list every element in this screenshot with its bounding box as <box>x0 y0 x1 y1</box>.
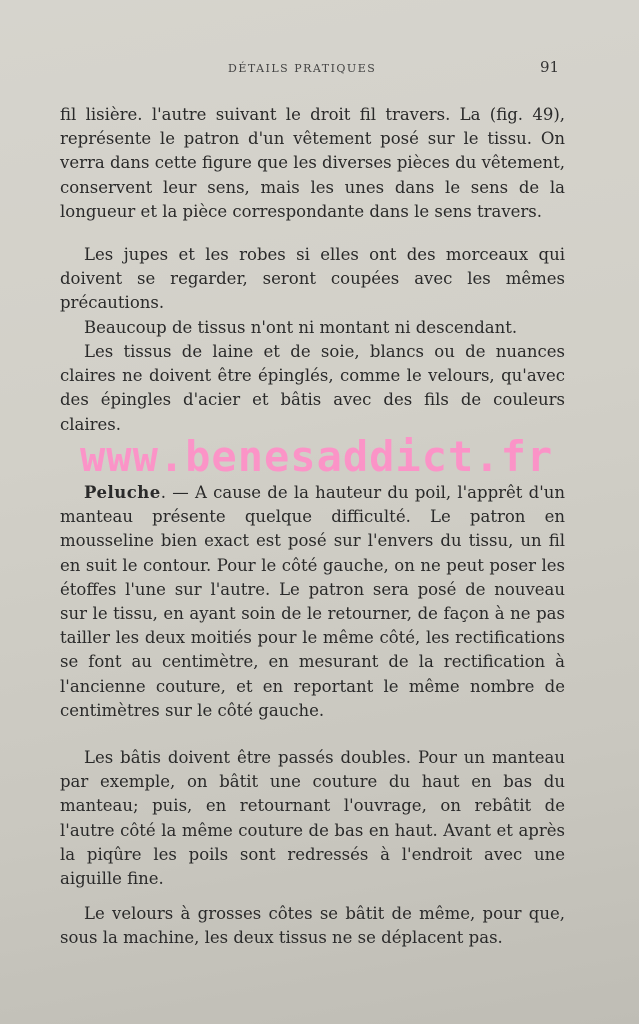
paragraph-7-text: Le velours à grosses côtes se bâtit de même, pour que, sous la machine, les deux tissus ne se déplacent pas. <box>60 904 565 948</box>
paragraph-7 <box>60 902 565 950</box>
paragraph-3-text: Beaucoup de tissus n'ont ni montant ni descendant. <box>84 318 518 337</box>
paragraph-4-text: Les tissus de laine et de soie, blancs ou de nuances claires ne doivent être épinglés, comme le velours, qu'avec des épingles d'acier et bâtis avec des fils de couleurs claires. <box>60 342 565 434</box>
paragraph-1 <box>60 103 565 224</box>
paragraph-3 <box>60 316 565 340</box>
running-title: DÉTAILS PRATIQUES <box>228 62 377 75</box>
paragraph-1-text: fil lisière. l'autre suivant le droit fil travers. La (fig. 49), représente le patron d'un vêtement posé sur le tissu. On verra dans cette figure que les diverses pièces du vêtement, conservent leur sens, mais les unes dans le sens de la longueur et la pièce correspondante dans le sens travers. <box>60 105 565 221</box>
paragraph-4 <box>60 340 565 437</box>
paragraph-5-text <box>60 481 565 723</box>
paragraph-5-body: . — A cause de la hauteur du poil, l'apprêt d'un manteau présente quelque difficulté. Le patron en mousseline bien exact est posé sur l'envers du tissu, un fil en suit le contour. Pour le côté gauche, on ne peut poser les étoffes l'une sur l'autre. Le patron sera posé de nouveau sur le tissu, en ayant soin de le retourner, de façon à ne pas tailler les deux moitiés pour le même côté, les rectifications se font au centimètre, en mesurant de la rectification à l'ancienne couture, et en reportant le même nombre de centimètres sur le côté gauche. <box>60 483 565 720</box>
paragraph-6-text: Les bâtis doivent être passés doubles. Pour un manteau par exemple, on bâtit une couture du haut en bas du manteau; puis, en retournant l'ouvrage, on rebâtit de l'autre côté la même couture de bas en haut. Avant et après la piqûre les poils sont redressés à l'endroit avec une aiguille fine. <box>60 748 565 889</box>
section-runin-title: Peluche <box>84 483 161 502</box>
paragraph-2 <box>60 243 565 316</box>
paragraph-5 <box>60 481 565 723</box>
paragraph-6 <box>60 746 565 891</box>
paragraph-2-text: Les jupes et les robes si elles ont des morceaux qui doivent se regarder, seront coupées avec les mêmes précautions. <box>60 245 565 313</box>
watermark-text: www.benesaddict.fr <box>80 432 554 481</box>
page-number: 91 <box>540 58 560 76</box>
